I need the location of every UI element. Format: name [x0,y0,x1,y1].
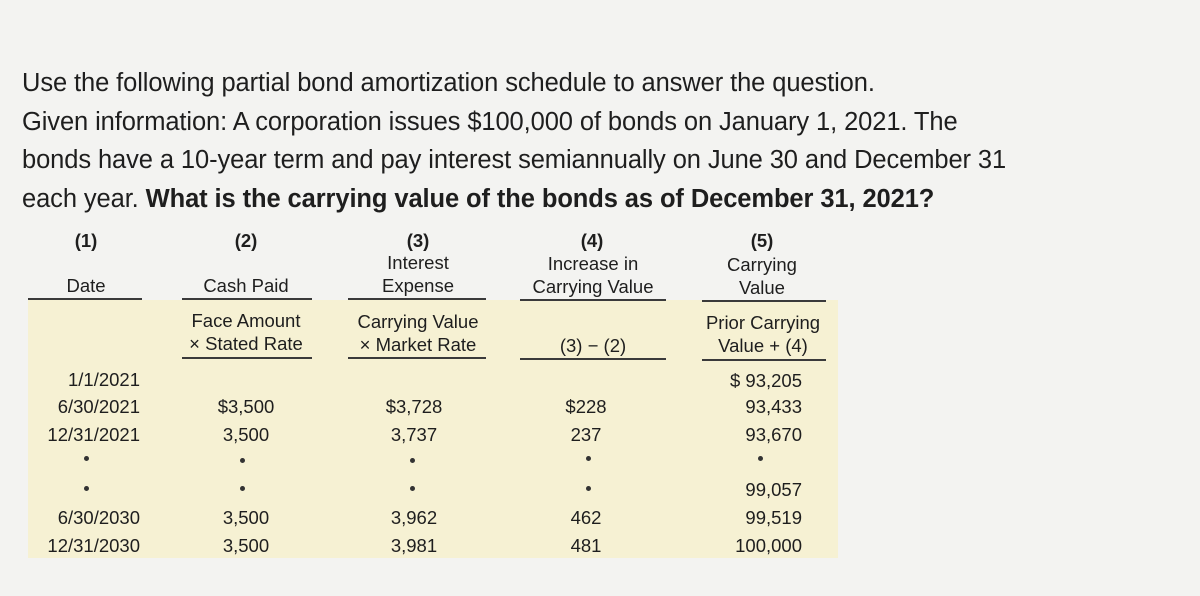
formula-carrying-line2: Value + (4) [718,335,808,356]
question-line-1: Use the following partial bond amortization schedule to answer the question. [22,69,875,97]
row-carrying: 100,000 [735,535,802,556]
row-date: 12/31/2030 [47,535,140,556]
col-number-5: (5) [750,230,774,251]
question-text [22,64,1182,218]
row-increase: 462 [570,507,602,528]
header-rule-5 [702,300,826,302]
row-date: 12/31/2021 [47,424,140,445]
row-increase: $228 [565,396,607,417]
col-number-2: (2) [234,230,258,251]
ellipsis-dot [410,458,415,463]
header-date: Date [66,275,106,296]
ellipsis-dot [84,456,89,461]
row-carrying: 99,519 [745,507,802,528]
row-cash: 3,500 [222,535,270,556]
row-cash: 3,500 [222,424,270,445]
row-date: 6/30/2021 [57,396,140,417]
ellipsis-dot [586,456,591,461]
ellipsis-dot [240,486,245,491]
row-cash: 3,500 [222,507,270,528]
header-rule-3 [348,298,486,300]
formula-rule-3 [348,357,486,359]
row-interest: 3,962 [390,507,438,528]
formula-interest-line1: Carrying Value [357,311,479,332]
row-carrying: $ 93,205 [729,370,802,391]
row-date: 6/30/2030 [57,507,140,528]
row-increase: 481 [570,535,602,556]
row-cash: $3,500 [217,396,275,417]
row-carrying: 93,670 [745,424,802,445]
header-cash-paid: Cash Paid [203,275,289,296]
ellipsis-dot [410,486,415,491]
question-line-2: Given information: A corporation issues $100,000 of bonds on January 1, 2021. The [22,107,958,136]
row-date: 1/1/2021 [67,369,140,390]
header-carrying-line1: Carrying [727,254,797,275]
formula-cash-line1: Face Amount [191,310,301,331]
formula-carrying-line1: Prior Carrying [705,312,821,333]
formula-rule-5 [702,359,826,361]
header-interest-line1: Interest [387,252,449,273]
formula-interest-line2: × Market Rate [359,334,477,355]
header-carrying-line2: Value [739,277,785,298]
question-line-3: bonds have a 10-year term and pay interest semiannually on June 30 and December 31 [22,146,1007,174]
header-rule-2 [182,298,312,300]
col-number-3: (3) [406,230,430,251]
question-line-4-plain: each year. [22,184,146,213]
row-increase: 237 [570,424,602,445]
ellipsis-dot [586,486,591,491]
formula-rule-4 [520,358,666,360]
row-interest: 3,737 [390,424,438,445]
header-rule-1 [28,298,142,300]
formula-cash-line2: × Stated Rate [189,333,303,354]
col-number-4: (4) [580,230,604,251]
formula-rule-2 [182,357,312,359]
question-line-4 [22,180,1182,219]
row-interest: $3,728 [385,396,443,417]
header-rule-4 [520,299,666,301]
header-increase-line1: Increase in [547,253,639,274]
header-increase-line2: Carrying Value [532,276,654,297]
ellipsis-dot [240,458,245,463]
question-prompt: What is the carrying value of the bonds as of December 31, 2021? [145,184,935,213]
row-interest: 3,981 [390,535,438,556]
row-carrying: 99,057 [745,479,802,500]
formula-increase: (3) − (2) [559,335,627,356]
row-carrying: 93,433 [745,396,802,417]
ellipsis-dot [758,456,763,461]
header-interest-line2: Expense [382,275,454,296]
col-number-1: (1) [74,230,98,251]
ellipsis-dot [84,486,89,491]
